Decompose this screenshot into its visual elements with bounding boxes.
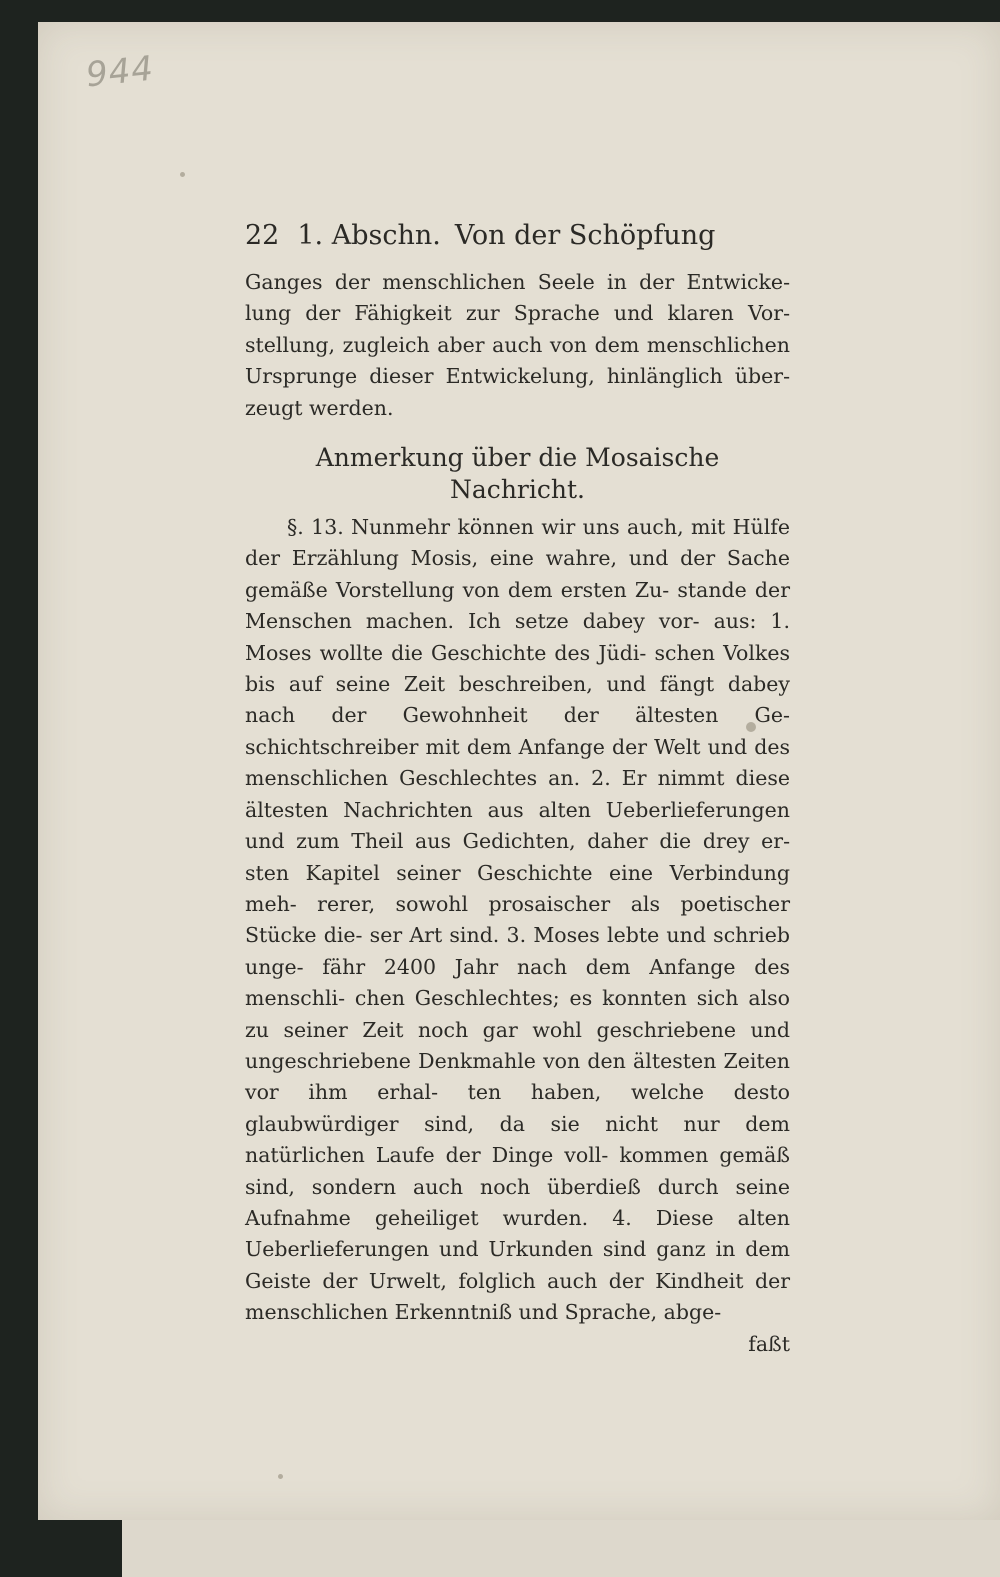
ink-spot xyxy=(180,172,185,177)
page-number: 22 xyxy=(245,220,280,251)
pencil-page-mark: 944 xyxy=(84,48,156,96)
running-head-title: Von der Schöpfung xyxy=(454,220,716,251)
section-heading: Anmerkung über die Mosaische Nachricht. xyxy=(315,443,720,505)
paragraph-section-13: §. 13. Nunmehr können wir uns auch, mit Hülfe der Erzählung Mosis, eine wahre, und der Sache gemäße Vorstellung von dem ersten Zu- stande der Menschen machen. Ich setze dabey vor- aus: 1. Moses wollte die Geschichte des Jüdi- schen Volkes bis auf seine Zeit beschreiben, und fängt dabey nach der Gewohnheit der ältesten Ge- schichtschreiber mit dem Anfange der Welt und des menschlichen Geschlechtes an. 2. Er nimmt diese ältesten Nachrichten aus alten Ueberlieferungen und zum Theil aus Gedichten, daher die drey er- sten Kapitel seiner Geschichte eine Verbindung meh- rerer, sowohl prosaischer als poetischer Stücke die- ser Art sind. 3. Moses lebte und schrieb unge- fähr 2400 Jahr nach dem Anfange des menschli- chen Geschlechtes; es konnten sich also zu seiner Zeit noch gar wohl geschriebene und ungeschriebene Denkmahle von den ältesten Zeiten vor ihm erhal- ten haben, welche desto glaubwürdiger sind, da sie nicht nur dem natürlichen Laufe der Dinge voll- kommen gemäß sind, sondern auch noch überdieß durch seine Aufnahme geheiliget wurden. 4. Diese alten Ueberlieferungen und Urkunden sind ganz in dem Geiste der Urwelt, folglich auch der Kindheit der menschlichen Erkenntniß und Sprache, abge- xyxy=(245,515,790,1325)
paragraph-continued: Ganges der menschlichen Seele in der Entwicke- lung der Fähigkeit zur Sprache und klaren Vor- stellung, zugleich aber auch von dem menschlichen Ursprunge dieser Entwickelung, hinlänglich über- zeugt werden. xyxy=(245,270,790,420)
text-block xyxy=(245,220,790,1360)
running-head xyxy=(245,220,790,251)
ink-spot xyxy=(278,1474,283,1479)
chapter-mark: 1. Abschn. xyxy=(297,220,441,251)
catchword: faßt xyxy=(748,1331,790,1356)
